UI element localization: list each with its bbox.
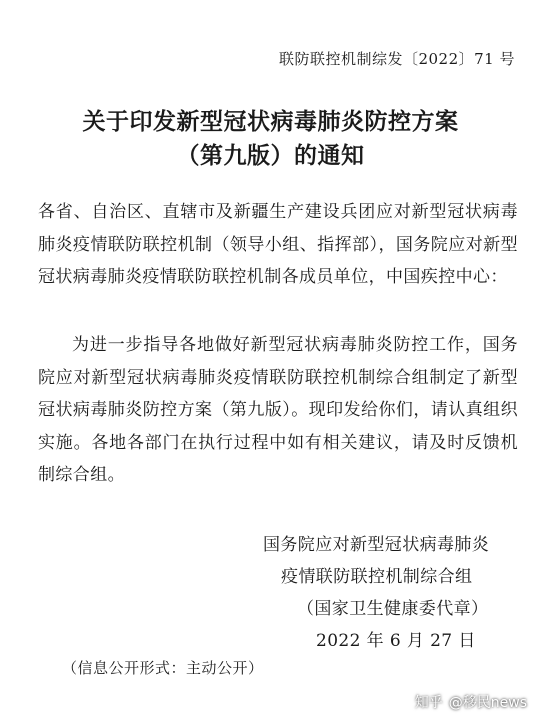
watermark-platform: 知乎 bbox=[414, 695, 443, 711]
body-paragraph: 为进一步指导各地做好新型冠状病毒肺炎防控工作，国务院应对新型冠状病毒肺炎疫情联防联控机制综合组制定了新型冠状病毒肺炎防控方案（第九版）。现印发给你们，请认真组织实施。各地各部门在执行过程中如有相关建议，请及时反馈机制综合组。 bbox=[38, 335, 518, 485]
signature-date: 2022 年 6 月 27 日 bbox=[316, 631, 476, 651]
watermark bbox=[415, 692, 527, 712]
signature-line1: 国务院应对新型冠状病毒肺炎 bbox=[263, 535, 490, 555]
recipients-paragraph: 各省、自治区、直辖市及新疆生产建设兵团应对新型冠状病毒肺炎疫情联防联控机制（领导小组、指挥部），国务院应对新型冠状病毒肺炎疫情联防联控机制各成员单位，中国疾控中心： bbox=[38, 202, 518, 287]
signature-line2: 疫情联防联控机制综合组 bbox=[281, 567, 473, 587]
document-title-line2: （第九版）的通知 bbox=[176, 143, 365, 169]
signature-line3: （国家卫生健康委代章） bbox=[297, 599, 489, 619]
watermark-author: @移民news bbox=[448, 695, 527, 711]
document-number: 联防联控机制综发〔2022〕71 号 bbox=[278, 50, 515, 68]
document-title-line1: 关于印发新型冠状病毒肺炎防控方案 bbox=[82, 109, 459, 135]
disclosure-note: （信息公开形式：主动公开） bbox=[62, 659, 264, 677]
